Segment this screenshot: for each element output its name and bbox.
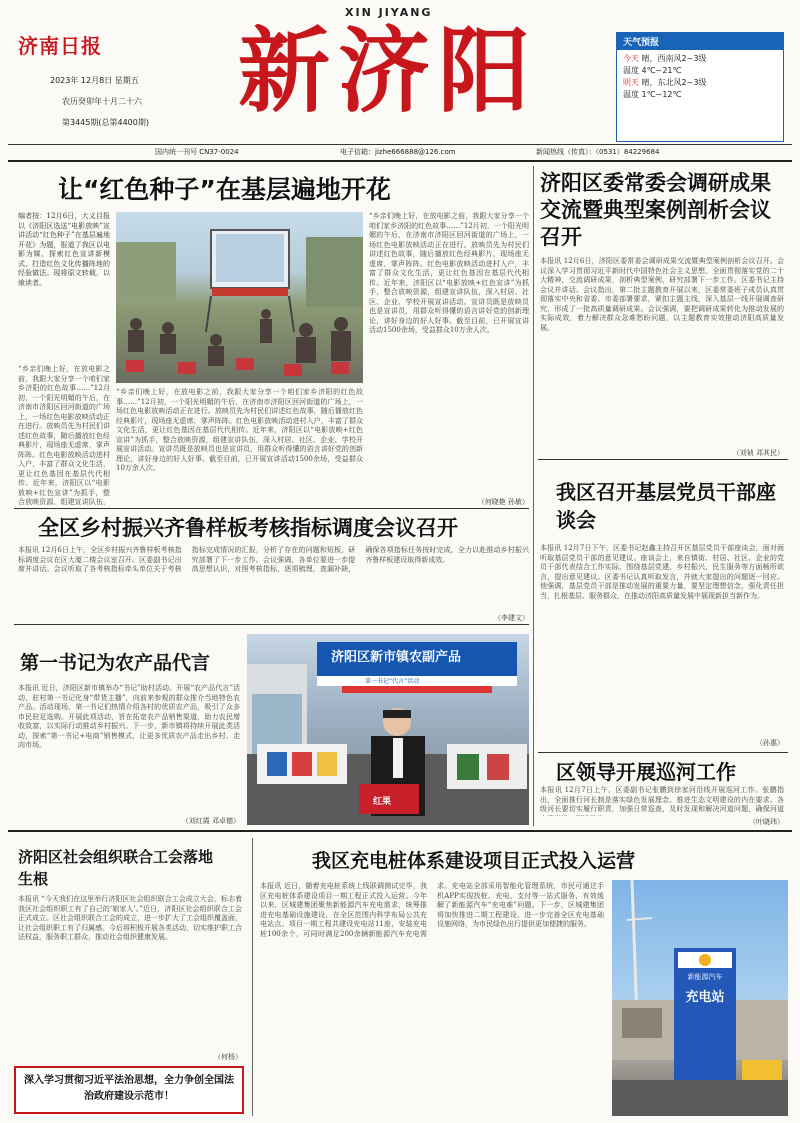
- article2-body: 本报讯 12月6日上午，全区乡村振兴齐鲁样板考核指标调度会议在区大厦二楼会议室召开。区委副书记出席并讲话。会议听取了各考核指标牵头单位关于考核指标完成情况的汇报，分析了存在的问题和短板，研究部署了下一步工作。会议强调，各单位要进一步提高思想认识，对照考核指标，逐项梳理，查漏补缺，确保各项指标任务按时完成，全力以赴推动乡村振兴齐鲁样板建设取得新成效。: [18, 546, 529, 573]
- article3-photo-sign: 济阳区新市镇农副产品: [331, 650, 462, 665]
- article1-body-right: “乡亲们晚上好，在放电影之前，我跟大家分享一个咱们家乡济阳的红色故事……”12月初，一个阳光明媚的午后，在济南市济阳区回河街道的广场上，一场红色电影放映活动正在进行。放映员先为村民们讲述红色故事，随后播放红色经典影片，现场座无虚席，掌声阵阵。红色电影放映活动进村入户，丰富了群众文化生活，更让红色基因在基层代代相传。近年来，济阳区以“电影放映+红色宣讲”为抓手，整合放映资源，组建宣讲队伍，深入村居、社区、企业、学校开展宣讲活动。宣讲员既是放映员也是宣讲员，用群众听得懂的语言讲好党的创新理论，讲好身边的好人好事。截至目前，已开展宣讲活动1500余场，受益群众10万余人次。: [369, 212, 529, 334]
- slogan-box: [14, 1066, 244, 1114]
- article1-body-left: “乡亲们晚上好，在放电影之前，我跟大家分享一个咱们家乡济阳的红色故事……”12月初，一个阳光明媚的午后，在济南市济阳区回河街道的广场上，一场红色电影放映活动正在进行。放映员先为村民们讲述红色故事，随后播放红色经典影片，现场座无虚席，掌声阵阵。红色电影放映活动进村入户，丰富了群众文化生活，更让红色基因在基层代代相传。近年来，济阳区以“电影放映+红色宣讲”为抓手，整合放映资源，组建宣讲队伍，: [18, 365, 110, 505]
- article6-byline: （叶晓玮）: [749, 818, 784, 826]
- article2-rule: [14, 624, 529, 625]
- bottom-column-divider: [252, 838, 253, 1116]
- info-cn: 国内统一刊号 CN37-0024: [155, 148, 239, 156]
- masthead-issue: 第3445期(总第4400期): [62, 118, 149, 127]
- article4-byline: （刘祯 邓其民）: [732, 449, 784, 457]
- article1-rule: [14, 508, 529, 509]
- masthead-date: 2023年 12月8日 星期五: [50, 76, 139, 85]
- weather-today-temp: 温度 4℃~21℃: [623, 66, 682, 75]
- article7-body: 本报讯 “今天我们在这里举行济阳区社会组织联合工会成立大会，标志着我区社会组织职工有了自己的‘娘家人’。”近日，济阳区社会组织联合工会正式成立。区社会组织联合工会的成立，进一步扩大了工会组织覆盖面，让社会组织职工有了归属感。今后将积极开展各类活动，切实维护职工合法权益，服务职工群众，推动社会组织健康发展。: [18, 895, 242, 941]
- weather-tomorrow-desc: 晴，东北风2~3级: [641, 78, 707, 87]
- bottom-section-rule: [8, 830, 792, 832]
- article6-title: 区领导开展巡河工作: [556, 760, 736, 784]
- article4-body: 本报讯 12月6日，济阳区委常委会调研成果交流暨典型案例剖析会议召开。会议深入学习贯彻习近平新时代中国特色社会主义思想，全面贯彻落实党的二十大精神，交流调研成果，剖析典型案例，研究部署下一步工作。区委书记主持会议并讲话。会议指出，第二批主题教育开展以来，区委常委班子成员认真贯彻落实中央和省委、市委部署要求，紧扣主题主线，深入基层一线开展调查研究，形成了一批高质量调研成果。会议强调，要把调研成果转化为推动发展的实际成效，着力解决群众急难愁盼问题，以主题教育实效推动济阳高质量发展。: [540, 257, 784, 332]
- weather-header: 天气预报: [617, 33, 783, 50]
- masthead-lunar: 农历癸卯年十月二十六: [62, 97, 142, 106]
- weather-today-label: 今天: [623, 54, 639, 63]
- article5-byline: （孙惠）: [756, 739, 784, 747]
- paper-logo: 济南日报: [18, 34, 102, 58]
- article5-rule: [538, 752, 788, 753]
- outdoor-screening-illustration: [116, 212, 363, 383]
- article4-rule: [538, 459, 788, 460]
- article8-body: 本报讯 近日，随着充电桩系统上线联调测试完毕，我区充电桩体系建设项目一期工程正式投入运营。今年以来，区城建集团聚焦新能源汽车充电需求，统筹推进充电基础设施建设，在全区范围内科学布局公共充电站点。项目一期工程共建设充电站11座，安装充电桩100余个，可同时满足200余辆新能源汽车充电需求。充电站全部采用智能化管理系统，市民可通过手机APP实现找桩、充电、支付等一站式服务，有效缓解了新能源汽车“充电难”问题。下一步，区城建集团将加快推进二期工程建设，进一步完善全区充电基础设施网络，为市民绿色出行提供更加便捷的服务。: [260, 882, 604, 938]
- weather-tomorrow-label: 明天: [623, 78, 639, 87]
- article3-photo-sign2: 第一书记“代言”活动: [365, 678, 420, 685]
- column-divider: [533, 166, 534, 826]
- article2-title: 全区乡村振兴齐鲁样板考核指标调度会议召开: [38, 516, 458, 540]
- slogan-text: 深入学习贯彻习近平法治思想，全力争创全国法治政府建设示范市！: [24, 1075, 234, 1102]
- article3-body: 本报讯 近日，济阳区新市镇举办“书记”助村活动。开展“农产品代言”活动，驻村第一书记化身“带货主播”，向前来参观的群众推介当地特色农产品。活动现场，第一书记们热情介绍各村的优质农产品，吸引了众多市民驻足选购。开展此项活动，旨在拓宽农产品销售渠道，助力农民增收致富，以实际行动推动乡村振兴。下一步，新市镇将持续开展此类活动，探索“第一书记+电商”销售模式，让更多优质农产品走出乡村、走向市场。: [18, 684, 240, 749]
- article5-body: 本报讯 12月7日下午，区委书记赵鑫主持召开区基层党员干部座谈会，面对面听取基层党员干部的意见建议。座谈会上，来自镇街、村居、社区、企业的党员干部代表结合工作实际，围绕基层党建、乡村振兴、民生服务等方面畅所欲言，提出意见建议。区委书记认真听取发言，并就大家提出的问题逐一回应。他强调，基层党员干部是推动发展的重要力量，要坚定理想信念，强化责任担当，扎根基层、服务群众，在推动济阳高质量发展中展现新担当新作为。: [540, 544, 784, 600]
- article8-photo: [612, 880, 788, 1116]
- masthead-title: 新济阳: [238, 17, 539, 125]
- info-bar-top-rule: [8, 144, 792, 145]
- article8-photo-sign-small: 新能源汽车: [687, 973, 723, 981]
- article2-byline: （李建文）: [494, 614, 529, 622]
- article8-title: 我区充电桩体系建设项目正式投入运营: [312, 850, 636, 872]
- article1-body-mid: “乡亲们晚上好，在放电影之前，我跟大家分享一个咱们家乡济阳的红色故事……”12月初，一个阳光明媚的午后，在济南市济阳区回河街道的广场上，一场红色电影放映活动正在进行。放映员先为村民们讲述红色故事，随后播放红色经典影片，现场座无虚席，掌声阵阵。红色电影放映活动进村入户，丰富了群众文化生活，更让红色基因在基层代代相传。近年来，济阳区以“电影放映+红色宣讲”为抓手，整合放映资源，组建宣讲队伍，深入村居、社区、企业、学校开展宣讲活动。宣讲员既是放映员也是宣讲员，用群众听得懂的语言讲好党的创新理论，讲好身边的好人好事。截至目前，已开展宣讲活动1500余场，受益群众10万余人次。: [116, 388, 363, 472]
- info-bar-bottom-rule: [8, 160, 792, 162]
- article3-photo: [247, 634, 529, 825]
- article1-byline: （何晓艳 孙敏）: [477, 498, 529, 506]
- article1-title: 让“红色种子”在基层遍地开花: [58, 175, 391, 204]
- article6-body: 本报讯 12月7日上午，区委副书记张鹏到徐家河沿线开展巡河工作。张鹏指出，全面推行河长制是落实绿色发展理念、推进生态文明建设的内在要求。各级河长要切实履行职责，加强日常巡查，及时发现和解决河道问题，确保河道: [540, 786, 784, 813]
- masthead-pinyin: XIN JIYANG: [345, 6, 433, 19]
- article7-title: 济阳区社会组织联合工会落地生根: [18, 848, 214, 888]
- info-hotline: 新闻热线（传真）：（0531）84229684: [536, 148, 660, 156]
- article3-box-label: 红果: [373, 797, 392, 807]
- info-email: 电子信箱：jizhe666888@126.com: [340, 148, 456, 156]
- article1-photo: [116, 212, 363, 383]
- article5-title: 我区召开基层党员干部座谈会: [556, 480, 776, 532]
- article8-photo-sign: 充电站: [685, 990, 725, 1005]
- article3-title: 第一书记为农产品代言: [20, 652, 211, 674]
- article3-byline: （刘红霞 邓卓德）: [181, 817, 240, 825]
- article7-byline: （何杨）: [214, 1053, 242, 1061]
- article1-lead: 编者按：12月6日，大义目报以《济阳区选送“电影放映”宣讲活动“红色种子”在基层遍地开花》为题，报道了我区以电影为媒、探索红色宣讲新模式、打造红色文化传播阵地的经验做法。现将原文转载，以飨读者。: [18, 212, 110, 287]
- article4-title: 济阳区委常委会调研成果交流暨典型案例剖析会议召开: [540, 171, 771, 249]
- weather-tomorrow-temp: 温度 1℃~12℃: [623, 90, 682, 99]
- weather-box: [616, 32, 784, 142]
- weather-today-desc: 晴，西南风2~3级: [641, 54, 707, 63]
